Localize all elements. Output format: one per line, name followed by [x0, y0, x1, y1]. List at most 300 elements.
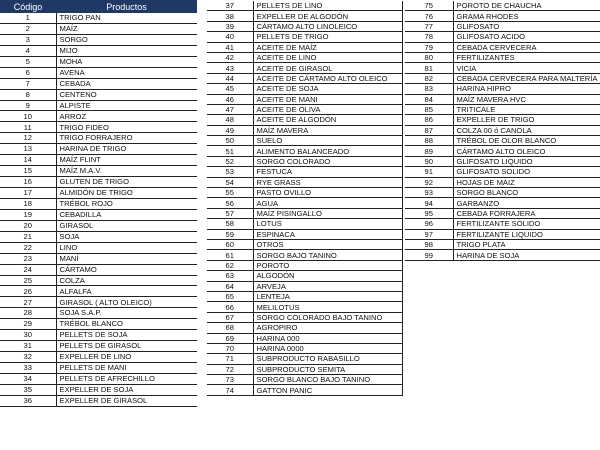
table-row [0, 363, 197, 374]
product-name: SORGO BLANCO BAJO TANINO [253, 375, 402, 385]
product-name: CEBADA FORRAJERA [453, 208, 600, 218]
product-code: 12 [0, 133, 56, 144]
product-code: 46 [207, 94, 253, 104]
table-row [405, 84, 600, 94]
product-name: TRÉBOL DE OLOR BLANCO [453, 136, 600, 146]
product-name: MAÍZ MAVERA HVC [453, 94, 600, 104]
product-code: 58 [207, 219, 253, 229]
table-body-2 [207, 1, 402, 395]
product-name: ACEITE DE GIRASOL [253, 63, 402, 73]
product-name: SUBPRODUCTO RABASILLO [253, 354, 402, 364]
product-name: EXPELLER DE GIRASOL [56, 395, 197, 406]
product-code: 11 [0, 122, 56, 133]
product-code: 50 [207, 136, 253, 146]
product-code: 92 [405, 177, 453, 187]
product-code: 35 [0, 384, 56, 395]
product-name: ACEITE DE CÁRTAMO ALTO OLEICO [253, 73, 402, 83]
table-row [0, 384, 197, 395]
product-name: ACEITE DE SOJA [253, 84, 402, 94]
table-row [207, 21, 402, 31]
product-name: PELLETS DE MANI [56, 363, 197, 374]
product-code: 45 [207, 84, 253, 94]
product-name: PASTO OVILLO [253, 188, 402, 198]
product-name: LENTEJA [253, 291, 402, 301]
product-name: CÁRTAMO ALTO LINOLEICO [253, 21, 402, 31]
product-name: AGROPIRO [253, 323, 402, 333]
product-name: LINO [56, 242, 197, 253]
table-row [0, 231, 197, 242]
product-name: SOJA [56, 231, 197, 242]
table-row [207, 52, 402, 62]
table-row [0, 144, 197, 155]
product-name: COLZA [56, 275, 197, 286]
product-name: PELLETS DE LINO [253, 1, 402, 11]
product-code: 96 [405, 219, 453, 229]
product-name: SUBPRODUCTO SEMITA [253, 364, 402, 374]
product-name: ESPINACA [253, 229, 402, 239]
table-row [207, 291, 402, 301]
product-name: MIJO [56, 45, 197, 56]
product-code: 62 [207, 260, 253, 270]
product-name: ACEITE DE MANI [253, 94, 402, 104]
product-code: 18 [0, 198, 56, 209]
product-name: PELLETS DE GIRASOL [56, 341, 197, 352]
table-row [0, 177, 197, 188]
table-row [0, 13, 197, 23]
product-code: 43 [207, 63, 253, 73]
product-code: 22 [0, 242, 56, 253]
table-row [0, 34, 197, 45]
table-row [0, 209, 197, 220]
product-name: ALIMENTO BALANCEADO [253, 146, 402, 156]
product-code: 66 [207, 302, 253, 312]
product-table-column-1 [0, 0, 197, 407]
product-code: 2 [0, 23, 56, 34]
product-code: 65 [207, 291, 253, 301]
product-code: 23 [0, 253, 56, 264]
product-code: 40 [207, 32, 253, 42]
product-code: 8 [0, 89, 56, 100]
product-code: 88 [405, 136, 453, 146]
product-code: 6 [0, 67, 56, 78]
header-productos: Productos [56, 0, 197, 13]
product-code: 57 [207, 208, 253, 218]
table-row [207, 167, 402, 177]
table-row [207, 198, 402, 208]
product-code: 82 [405, 73, 453, 83]
product-name: FERTILIZANTE LIQUIDO [453, 229, 600, 239]
table-row [405, 208, 600, 218]
product-name: OTROS [253, 239, 402, 249]
product-code: 98 [405, 239, 453, 249]
product-code: 63 [207, 271, 253, 281]
product-name: TRÉBOL ROJO [56, 198, 197, 209]
product-name: TRIGO FIDEO [56, 122, 197, 133]
product-code: 99 [405, 250, 453, 260]
table-row [0, 373, 197, 384]
product-name: PELLETS DE SOJA [56, 330, 197, 341]
table-row [0, 78, 197, 89]
product-table-column-3 [405, 1, 600, 261]
table-row [207, 42, 402, 52]
product-name: MAÍZ FLINT [56, 155, 197, 166]
table-header-row [0, 0, 197, 13]
product-name: GATTON PANIC [253, 385, 402, 395]
product-code: 7 [0, 78, 56, 89]
table-row [0, 67, 197, 78]
product-name: TRITICALE [453, 104, 600, 114]
table-row [0, 111, 197, 122]
table-row [0, 188, 197, 199]
table-row [405, 63, 600, 73]
product-code: 49 [207, 125, 253, 135]
table-row [207, 146, 402, 156]
table-row [405, 104, 600, 114]
table-row [207, 323, 402, 333]
table-row [405, 219, 600, 229]
product-name: CÁRTAMO ALTO OLEICO [453, 146, 600, 156]
product-name: ACEITE DE OLIVA [253, 104, 402, 114]
product-code: 55 [207, 188, 253, 198]
product-name: HARINA 000 [253, 333, 402, 343]
product-name: MAÍZ MAVERA [253, 125, 402, 135]
table-row [0, 220, 197, 231]
product-name: ALFALFA [56, 286, 197, 297]
product-code: 3 [0, 34, 56, 45]
product-code: 27 [0, 297, 56, 308]
table-row [405, 11, 600, 21]
table-body-1 [0, 13, 197, 406]
table-row [207, 260, 402, 270]
product-name: HOJAS DE MAIZ [453, 177, 600, 187]
table-row [207, 281, 402, 291]
product-code: 44 [207, 73, 253, 83]
table-row [0, 198, 197, 209]
product-name: AGUA [253, 198, 402, 208]
table-row [207, 11, 402, 21]
table-row [405, 177, 600, 187]
product-code: 4 [0, 45, 56, 56]
table-row [207, 32, 402, 42]
product-name: LOTUS [253, 219, 402, 229]
product-name: POROTO [253, 260, 402, 270]
table-row [207, 156, 402, 166]
table-body-3 [405, 1, 600, 260]
product-name: MAÍZ PISINGALLO [253, 208, 402, 218]
product-code: 67 [207, 312, 253, 322]
table-row [405, 146, 600, 156]
header-codigo: Código [0, 0, 56, 13]
product-name: HARINA 0000 [253, 343, 402, 353]
table-row [207, 375, 402, 385]
product-name: ALPISTE [56, 100, 197, 111]
table-row [0, 352, 197, 363]
product-name: HARINA DE SOJA [453, 250, 600, 260]
table-row [207, 188, 402, 198]
product-name: MAÍZ M.A.V. [56, 166, 197, 177]
product-code: 34 [0, 373, 56, 384]
table-row [405, 167, 600, 177]
product-code: 76 [405, 11, 453, 21]
table-row [0, 155, 197, 166]
table-row [405, 188, 600, 198]
table-row [207, 364, 402, 374]
product-code: 97 [405, 229, 453, 239]
table-row [405, 42, 600, 52]
product-name: CEBADILLA [56, 209, 197, 220]
product-code: 13 [0, 144, 56, 155]
product-code: 1 [0, 13, 56, 23]
product-code: 5 [0, 56, 56, 67]
product-code: 85 [405, 104, 453, 114]
product-name: GLUTEN DE TRIGO [56, 177, 197, 188]
product-code: 77 [405, 21, 453, 31]
product-code: 24 [0, 264, 56, 275]
product-code: 86 [405, 115, 453, 125]
product-code: 60 [207, 239, 253, 249]
product-name: TRIGO FORRAJERO [56, 133, 197, 144]
product-name: RYE GRASS [253, 177, 402, 187]
product-name: CENTENO [56, 89, 197, 100]
product-name: GLIFOSATO SOLIDO [453, 167, 600, 177]
table-row [207, 250, 402, 260]
product-name: ARVEJA [253, 281, 402, 291]
product-code: 87 [405, 125, 453, 135]
product-code: 29 [0, 319, 56, 330]
table-row [405, 73, 600, 83]
product-code: 73 [207, 375, 253, 385]
product-name: CÁRTAMO [56, 264, 197, 275]
table-row [405, 229, 600, 239]
product-name: EXPELLER DE SOJA [56, 384, 197, 395]
product-code: 41 [207, 42, 253, 52]
table-row [0, 264, 197, 275]
product-name: GLIFOSATO LIQUIDO [453, 156, 600, 166]
product-code: 53 [207, 167, 253, 177]
product-code: 16 [0, 177, 56, 188]
table-row [0, 100, 197, 111]
product-name: GIRASOL [56, 220, 197, 231]
product-name: GARBANZO [453, 198, 600, 208]
product-code: 72 [207, 364, 253, 374]
product-code: 38 [207, 11, 253, 21]
product-name: ACEITE DE ALGODÓN [253, 115, 402, 125]
product-code: 89 [405, 146, 453, 156]
product-code: 59 [207, 229, 253, 239]
table-row [0, 122, 197, 133]
table-row [405, 52, 600, 62]
product-code: 32 [0, 352, 56, 363]
product-code: 31 [0, 341, 56, 352]
product-name: TRIGO PAN [56, 13, 197, 23]
table-row [0, 319, 197, 330]
table-row [0, 308, 197, 319]
product-name: POROTO DE CHAUCHA [453, 1, 600, 11]
product-code: 21 [0, 231, 56, 242]
product-code: 84 [405, 94, 453, 104]
table-row [405, 156, 600, 166]
product-code: 42 [207, 52, 253, 62]
product-name: ALMIDÓN DE TRIGO [56, 188, 197, 199]
product-name: CEBADA CERVECERA [453, 42, 600, 52]
table-row [207, 354, 402, 364]
product-code: 70 [207, 343, 253, 353]
table-row [405, 1, 600, 11]
table-row [405, 21, 600, 31]
product-name: CEBADA [56, 78, 197, 89]
product-code: 52 [207, 156, 253, 166]
product-code: 56 [207, 198, 253, 208]
table-row [0, 253, 197, 264]
product-code: 26 [0, 286, 56, 297]
product-code: 36 [0, 395, 56, 406]
table-row [405, 32, 600, 42]
product-code: 69 [207, 333, 253, 343]
product-code: 48 [207, 115, 253, 125]
product-code: 25 [0, 275, 56, 286]
product-code: 64 [207, 281, 253, 291]
table-row [405, 198, 600, 208]
product-name: MANÍ [56, 253, 197, 264]
product-code: 81 [405, 63, 453, 73]
table-row [207, 229, 402, 239]
product-code: 30 [0, 330, 56, 341]
product-name: MOHA [56, 56, 197, 67]
product-name: FERTILIZANTE SÓLIDO [453, 219, 600, 229]
product-code: 10 [0, 111, 56, 122]
table-row [0, 330, 197, 341]
table-row [207, 94, 402, 104]
table-row [0, 89, 197, 100]
product-name: GLIFOSATO [453, 21, 600, 31]
product-name: FERTILIZANTES [453, 52, 600, 62]
product-name: HARINA HIPRO [453, 84, 600, 94]
product-code: 75 [405, 1, 453, 11]
product-code: 95 [405, 208, 453, 218]
table-row [207, 343, 402, 353]
product-name: SORGO BLANCO [453, 188, 600, 198]
product-code: 33 [0, 363, 56, 374]
product-name: EXPELLER DE LINO [56, 352, 197, 363]
product-name: SORGO COLORADO BAJO TANINO [253, 312, 402, 322]
product-name: GIRASOL ( ALTO OLEICO) [56, 297, 197, 308]
product-code: 54 [207, 177, 253, 187]
product-name: SORGO COLORADO [253, 156, 402, 166]
table-row [207, 302, 402, 312]
table-row [207, 63, 402, 73]
table-row [207, 208, 402, 218]
product-code: 68 [207, 323, 253, 333]
table-row [405, 239, 600, 249]
product-name: VICIA [453, 63, 600, 73]
product-code: 91 [405, 167, 453, 177]
table-row [207, 177, 402, 187]
product-name: SOJA S.A.P. [56, 308, 197, 319]
product-name: HARINA DE TRIGO [56, 144, 197, 155]
table-row [0, 23, 197, 34]
table-row [207, 312, 402, 322]
product-code: 19 [0, 209, 56, 220]
product-code: 37 [207, 1, 253, 11]
product-name: EXPELLER DE ALGODÓN [253, 11, 402, 21]
table-row [207, 333, 402, 343]
product-name: ACEITE DE MAÍZ [253, 42, 402, 52]
product-code: 93 [405, 188, 453, 198]
product-code: 39 [207, 21, 253, 31]
table-row [207, 219, 402, 229]
table-row [207, 84, 402, 94]
product-code: 90 [405, 156, 453, 166]
product-table-column-2 [207, 1, 403, 396]
product-code: 80 [405, 52, 453, 62]
product-name: MAÍZ [56, 23, 197, 34]
product-name: PELLETS DE AFRECHILLO [56, 373, 197, 384]
table-row [0, 56, 197, 67]
product-name: GRAMA RHODES [453, 11, 600, 21]
table-row [405, 250, 600, 260]
table-row [405, 125, 600, 135]
product-name: FESTUCA [253, 167, 402, 177]
product-code: 74 [207, 385, 253, 395]
product-code: 9 [0, 100, 56, 111]
product-name: CEBADA CERVECERA PARA MALTERÍA [453, 73, 600, 83]
product-code: 14 [0, 155, 56, 166]
table-row [207, 73, 402, 83]
table-row [207, 104, 402, 114]
product-code: 94 [405, 198, 453, 208]
product-code: 28 [0, 308, 56, 319]
product-code: 20 [0, 220, 56, 231]
table-row [405, 136, 600, 146]
product-name: ARROZ [56, 111, 197, 122]
table-row [207, 271, 402, 281]
product-name: MELILOTUS [253, 302, 402, 312]
product-name: GLIFOSATO ACIDO [453, 32, 600, 42]
product-name: AVENA [56, 67, 197, 78]
table-row [0, 45, 197, 56]
table-row [0, 133, 197, 144]
product-code: 83 [405, 84, 453, 94]
product-code: 47 [207, 104, 253, 114]
product-name: SORGO BAJO TANINO [253, 250, 402, 260]
product-name: SUELO [253, 136, 402, 146]
table-row [0, 297, 197, 308]
product-code: 51 [207, 146, 253, 156]
table-row [207, 239, 402, 249]
product-name: TRIGO PLATA [453, 239, 600, 249]
table-row [0, 286, 197, 297]
table-row [207, 115, 402, 125]
table-row [0, 242, 197, 253]
table-row [405, 115, 600, 125]
table-row [0, 275, 197, 286]
product-name: ALGODÓN [253, 271, 402, 281]
table-row [207, 136, 402, 146]
table-row [0, 395, 197, 406]
table-row [0, 166, 197, 177]
table-row [207, 125, 402, 135]
product-name: PELLETS DE TRIGO [253, 32, 402, 42]
product-code: 79 [405, 42, 453, 52]
product-code: 15 [0, 166, 56, 177]
table-row [0, 341, 197, 352]
product-name: EXPELLER DE TRIGO [453, 115, 600, 125]
product-name: COLZA 00 ó CANOLA [453, 125, 600, 135]
product-code: 78 [405, 32, 453, 42]
product-code: 71 [207, 354, 253, 364]
product-name: ACEITE DE LINO [253, 52, 402, 62]
product-code: 61 [207, 250, 253, 260]
